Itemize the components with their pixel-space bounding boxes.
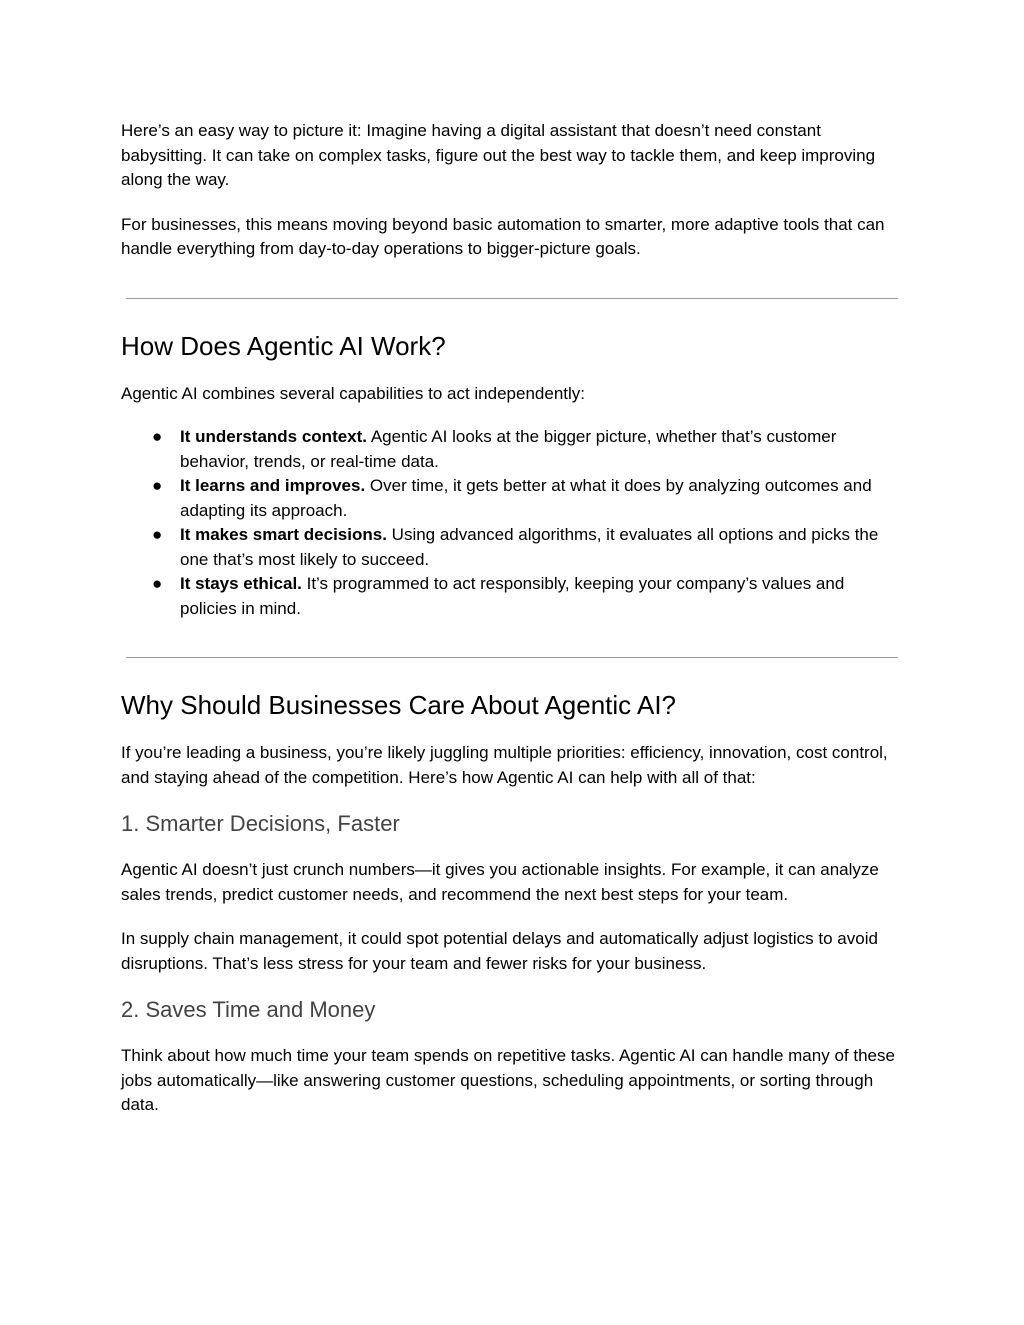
list-item-text: It’s programmed to act responsibly, keeping your company’s values and policies in mind.	[180, 574, 845, 618]
section-heading-why: Why Should Businesses Care About Agentic AI?	[121, 690, 677, 720]
document-page	[121, 119, 903, 1118]
bullet-icon: ●	[152, 476, 163, 495]
subheading-saves-time: 2. Saves Time and Money	[121, 997, 376, 1022]
horizontal-divider	[126, 657, 898, 658]
capabilities-list	[121, 425, 903, 621]
list-item-text: Over time, it gets better at what it does by analyzing outcomes and adapting its approach.	[180, 476, 872, 520]
smarter-decisions-paragraph-2: In supply chain management, it could spot potential delays and automatically adjust logistics to avoid disruptions. That’s less stress for your team and fewer risks for your business.	[121, 929, 878, 973]
smarter-decisions-paragraph-1: Agentic AI doesn’t just crunch numbers—it gives you actionable insights. For example, it can analyze sales trends, predict customer needs, and recommend the next best steps for your team.	[121, 860, 879, 904]
list-item	[121, 474, 903, 523]
list-item-bold: It makes smart decisions.	[180, 525, 387, 544]
intro-paragraph-1: Here’s an easy way to picture it: Imagine having a digital assistant that doesn’t need constant babysitting. It can take on complex tasks, figure out the best way to tackle them, and keep improving along the way.	[121, 121, 876, 189]
list-item-text: Using advanced algorithms, it evaluates all options and picks the one that’s most likely to succeed.	[180, 525, 879, 569]
list-item-bold: It learns and improves.	[180, 476, 366, 495]
subheading-smarter-decisions: 1. Smarter Decisions, Faster	[121, 811, 400, 836]
list-item-text: Agentic AI looks at the bigger picture, whether that’s customer behavior, trends, or real-time data.	[180, 427, 837, 471]
section-how-lead: Agentic AI combines several capabilities to act independently:	[121, 383, 585, 403]
list-item	[121, 425, 903, 474]
intro-paragraph-2: For businesses, this means moving beyond basic automation to smarter, more adaptive tools that can handle everything from day-to-day operations to bigger-picture goals.	[121, 214, 885, 258]
section-why-lead: If you’re leading a business, you’re likely juggling multiple priorities: efficiency, innovation, cost control, and staying ahead of the competition. Here’s how Agentic AI can help with all of that:	[121, 743, 888, 787]
bullet-icon: ●	[152, 574, 163, 593]
list-item-bold: It stays ethical.	[180, 574, 302, 593]
list-item-bold: It understands context.	[180, 427, 368, 446]
list-item	[121, 572, 903, 621]
saves-time-paragraph-1: Think about how much time your team spends on repetitive tasks. Agentic AI can handle many of these jobs automatically—like answering customer questions, scheduling appointments, or sorting through data.	[121, 1046, 895, 1114]
list-item	[121, 523, 903, 572]
bullet-icon: ●	[152, 427, 163, 446]
bullet-icon: ●	[152, 525, 163, 544]
horizontal-divider	[126, 298, 898, 299]
section-heading-how: How Does Agentic AI Work?	[121, 330, 446, 361]
